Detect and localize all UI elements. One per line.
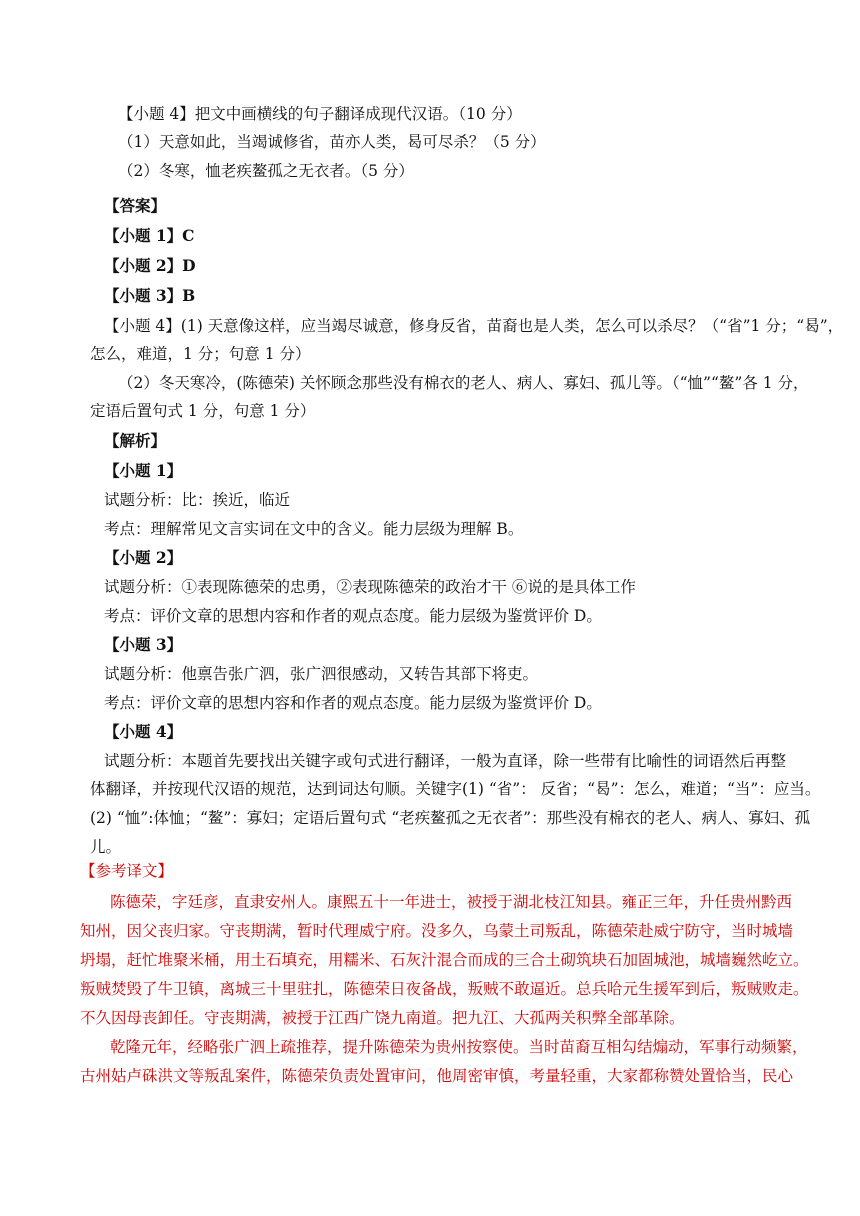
analysis-q4-line-3: (2) “恤”:体恤；“鳌”：寡妇；定语后置句式 “老疾鳌孤之无衣者”：那些没有棉衣的老人、病人、寡妇、孤	[90, 809, 811, 827]
analysis-q4-line-1: 试题分析：本题首先要找出关键字或句式进行翻译，一般为直译，除一些带有比喻性的词语然后再整	[104, 752, 787, 770]
analysis-q4-line-2: 体翻译，并按现代汉语的规范，达到词达句顺。关键字(1) “省”： 反省；“曷”：怎么，难道；“当”：应当。	[90, 780, 821, 798]
analysis-q2-title: 【小题 2】	[104, 548, 183, 567]
translation-p1-line-1: 陈德荣，字廷彦，直隶安州人。康熙五十一年进士，被授于湖北枝江知县。雍正三年，升任贵州黔西	[110, 893, 793, 911]
analysis-q3-title: 【小题 3】	[104, 635, 183, 654]
answers-heading: 【答案】	[104, 196, 167, 215]
analysis-q2-text: 试题分析：①表现陈德荣的忠勇，②表现陈德荣的政治才干 ⑥说的是具体工作	[104, 578, 636, 596]
translation-p1-line-3: 坍塌，赶忙堆聚米桶，用土石填充，用糯米、石灰汁混合而成的三合土砌筑块石加固城池，城墙巍然屹立。	[80, 951, 809, 969]
analysis-q4-title: 【小题 4】	[104, 722, 183, 741]
analysis-q3-point: 考点：评价文章的思想内容和作者的观点态度。能力层级为鉴赏评价 D。	[104, 694, 602, 712]
translation-p1-line-2: 知州，因父丧归家。守丧期满，暂时代理威宁府。没多久，乌蒙土司叛乱，陈德荣赴威宁防守，当时城墙	[80, 922, 794, 940]
analysis-q4-line-4: 儿。	[90, 838, 122, 856]
answer-1: 【小题 1】C	[104, 226, 195, 245]
analysis-heading: 【解析】	[104, 431, 167, 450]
answer-4-line-1: 【小题 4】(1) 天意像这样，应当竭尽诚意，修身反省，苗裔也是人类，怎么可以杀尽？（“省”1 分；“曷”，	[104, 317, 844, 335]
analysis-q1-title: 【小题 1】	[104, 461, 183, 480]
analysis-q3-text: 试题分析：他禀告张广泗，张广泗很感动，又转告其部下将吏。	[104, 665, 539, 683]
answer-4-line-4: 定语后置句式 1 分，句意 1 分）	[90, 402, 316, 420]
answer-3: 【小题 3】B	[104, 286, 196, 305]
translation-heading: 【参考译文】	[80, 862, 174, 880]
answer-4-line-2: 怎么，难道，1 分；句意 1 分）	[90, 345, 311, 363]
analysis-q1-text: 试题分析：比：挨近，临近	[104, 491, 291, 509]
question-item-2: （2）冬寒，恤老疾鳌孤之无衣者。（5 分）	[118, 162, 414, 180]
question-header: 【小题 4】把文中画横线的句子翻译成现代汉语。（10 分）	[118, 105, 522, 123]
analysis-q1-point: 考点：理解常见文言实词在文中的含义。能力层级为理解 B。	[104, 520, 524, 538]
question-item-1: （1）天意如此，当竭诚修省，苗亦人类，曷可尽杀？（5 分）	[118, 133, 546, 151]
translation-p1-line-5: 不久因母丧卸任。守丧期满，被授于江西广饶九南道。把九江、大孤两关积弊全部革除。	[80, 1009, 685, 1027]
answer-4-line-3: （2）冬天寒冷，(陈德荣) 关怀顾念那些没有棉衣的老人、病人、寡妇、孤儿等。（“恤”“鳌”各 1 分，	[118, 374, 809, 392]
answer-2: 【小题 2】D	[104, 256, 196, 275]
translation-p2-line-2: 古州姑卢硃洪文等叛乱案件，陈德荣负责处置审问，他周密审慎，考量轻重，大家都称赞处置恰当，民心	[80, 1067, 794, 1085]
translation-p1-line-4: 叛贼焚毁了牛卫镇，离城三十里驻扎，陈德荣日夜备战，叛贼不敢逼近。总兵哈元生援军到后，叛贼败走。	[80, 980, 809, 998]
translation-p2-line-1: 乾隆元年，经略张广泗上疏推荐，提升陈德荣为贵州按察使。当时苗裔互相勾结煽动，军事行动频繁，	[110, 1038, 808, 1056]
analysis-q2-point: 考点：评价文章的思想内容和作者的观点态度。能力层级为鉴赏评价 D。	[104, 607, 602, 625]
